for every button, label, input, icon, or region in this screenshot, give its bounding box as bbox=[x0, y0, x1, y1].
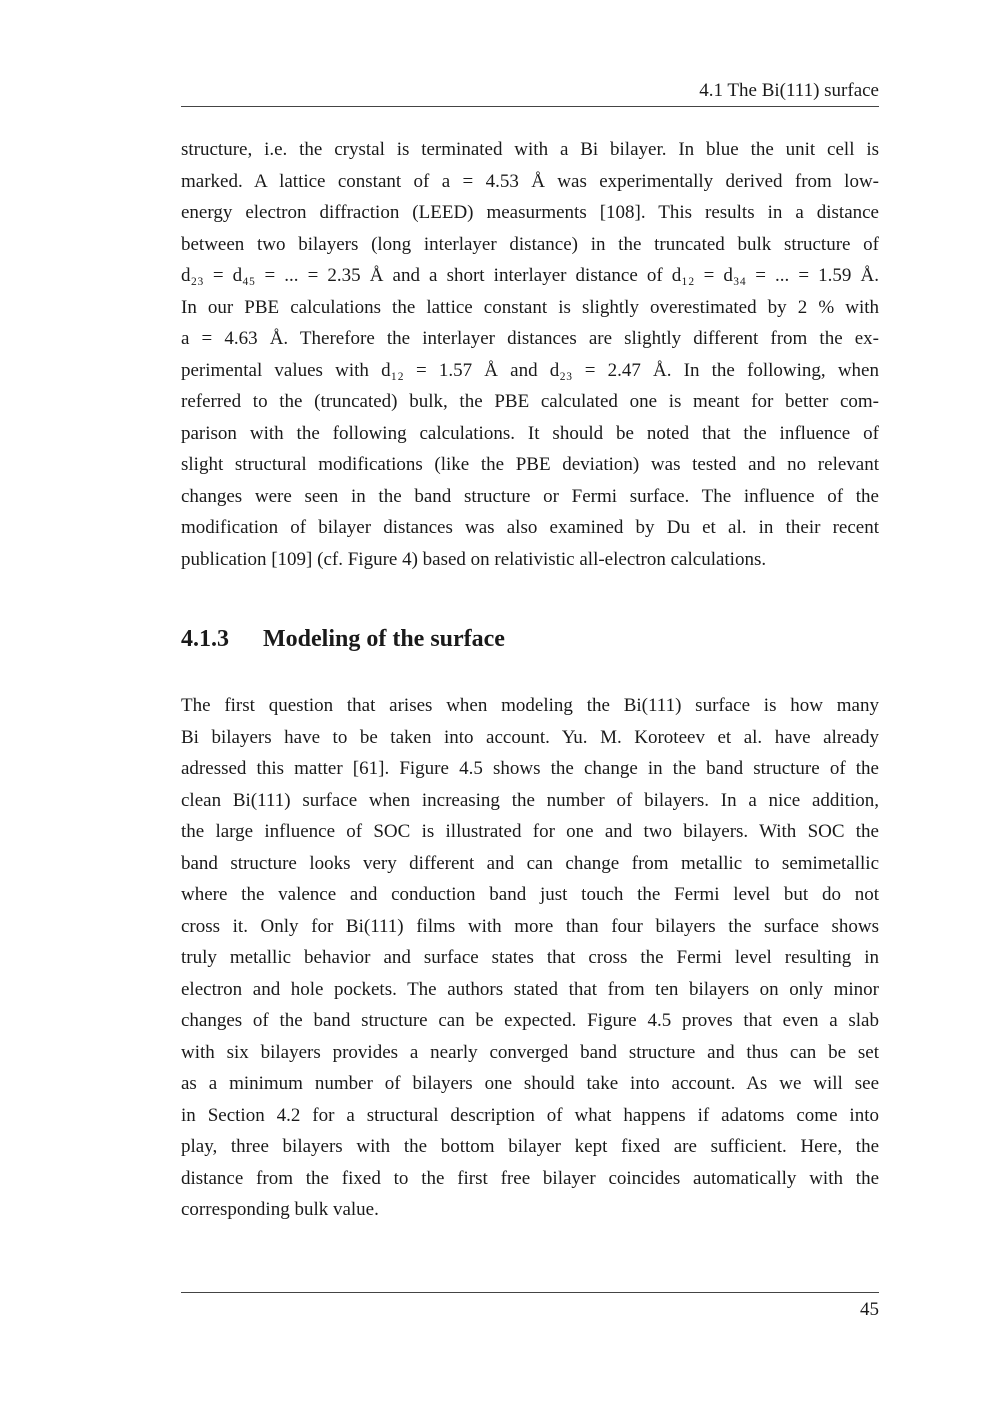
text-line: in Section 4.2 for a structural description of what happens if adatoms come into bbox=[181, 1104, 879, 1126]
running-header: 4.1 The Bi(111) surface bbox=[699, 80, 879, 101]
text-line: where the valence and conduction band just touch the Fermi level but do not bbox=[181, 884, 879, 905]
text-line: corresponding bulk value. bbox=[181, 1199, 379, 1220]
section-heading bbox=[181, 626, 505, 653]
text-line: clean Bi(111) surface when increasing the number of bilayers. In a nice addition, bbox=[181, 789, 879, 811]
text-line: d₂₃ = d₄₅ = ... = 2.35 Å and a short interlayer distance of d₁₂ = d₃₄ = ... = 1.59 Å. bbox=[181, 265, 879, 286]
text-line: publication [109] (cf. Figure 4) based on relativistic all-electron calculations. bbox=[181, 548, 767, 570]
paragraph-unit-cell bbox=[181, 134, 879, 575]
text-line: The first question that arises when modeling the Bi(111) surface is how many bbox=[181, 695, 879, 716]
section-title: Modeling of the surface bbox=[263, 626, 505, 652]
header-rule bbox=[181, 106, 879, 107]
text-line: referred to the (truncated) bulk, the PBE calculated one is meant for better com- bbox=[181, 391, 879, 412]
text-line: play, three bilayers with the bottom bilayer kept fixed are sufficient. Here, the bbox=[181, 1136, 879, 1157]
text-line: Bi bilayers have to be taken into account. Yu. M. Koroteev et al. have already bbox=[181, 726, 879, 748]
text-line: marked. A lattice constant of a = 4.53 Å was experimentally derived from low- bbox=[181, 170, 879, 192]
text-line: with six bilayers provides a nearly converged band structure and thus can be set bbox=[181, 1041, 879, 1063]
footer-rule bbox=[181, 1292, 879, 1293]
text-line: band structure looks very different and can change from metallic to semimetallic bbox=[181, 852, 879, 874]
text-line: perimental values with d₁₂ = 1.57 Å and d₂₃ = 2.47 Å. In the following, when bbox=[181, 359, 879, 381]
text-line: changes were seen in the band structure or Fermi surface. The influence of the bbox=[181, 485, 879, 507]
text-line: slight structural modifications (like the PBE deviation) was tested and no relevant bbox=[181, 454, 879, 475]
text-line: structure, i.e. the crystal is terminated with a Bi bilayer. In blue the unit cell is bbox=[181, 139, 879, 160]
text-line: changes of the band structure can be expected. Figure 4.5 proves that even a slab bbox=[181, 1010, 879, 1031]
text-line: In our PBE calculations the lattice constant is slightly overestimated by 2 % with bbox=[181, 296, 879, 318]
text-line: cross it. Only for Bi(111) films with more than four bilayers the surface shows bbox=[181, 915, 879, 937]
text-line: distance from the fixed to the first free bilayer coincides automatically with the bbox=[181, 1167, 879, 1189]
text-line: as a minimum number of bilayers one should take into account. As we will see bbox=[181, 1073, 879, 1094]
section-number: 4.1.3 bbox=[181, 626, 229, 652]
text-line: the large influence of SOC is illustrated for one and two bilayers. With SOC the bbox=[181, 821, 879, 842]
page-number: 45 bbox=[860, 1299, 879, 1320]
text-line: electron and hole pockets. The authors stated that from ten bilayers on only minor bbox=[181, 978, 879, 1000]
text-line: truly metallic behavior and surface states that cross the Fermi level resulting in bbox=[181, 947, 879, 968]
text-line: parison with the following calculations. It should be noted that the influence of bbox=[181, 422, 879, 444]
text-line: a = 4.63 Å. Therefore the interlayer distances are slightly different from the ex- bbox=[181, 328, 879, 349]
paragraph-modeling bbox=[181, 690, 879, 1226]
text-line: adressed this matter [61]. Figure 4.5 shows the change in the band structure of the bbox=[181, 758, 879, 779]
text-line: between two bilayers (long interlayer distance) in the truncated bulk structure of bbox=[181, 233, 879, 255]
text-line: energy electron diffraction (LEED) measurments [108]. This results in a distance bbox=[181, 202, 879, 223]
text-line: modification of bilayer distances was also examined by Du et al. in their recent bbox=[181, 517, 879, 538]
